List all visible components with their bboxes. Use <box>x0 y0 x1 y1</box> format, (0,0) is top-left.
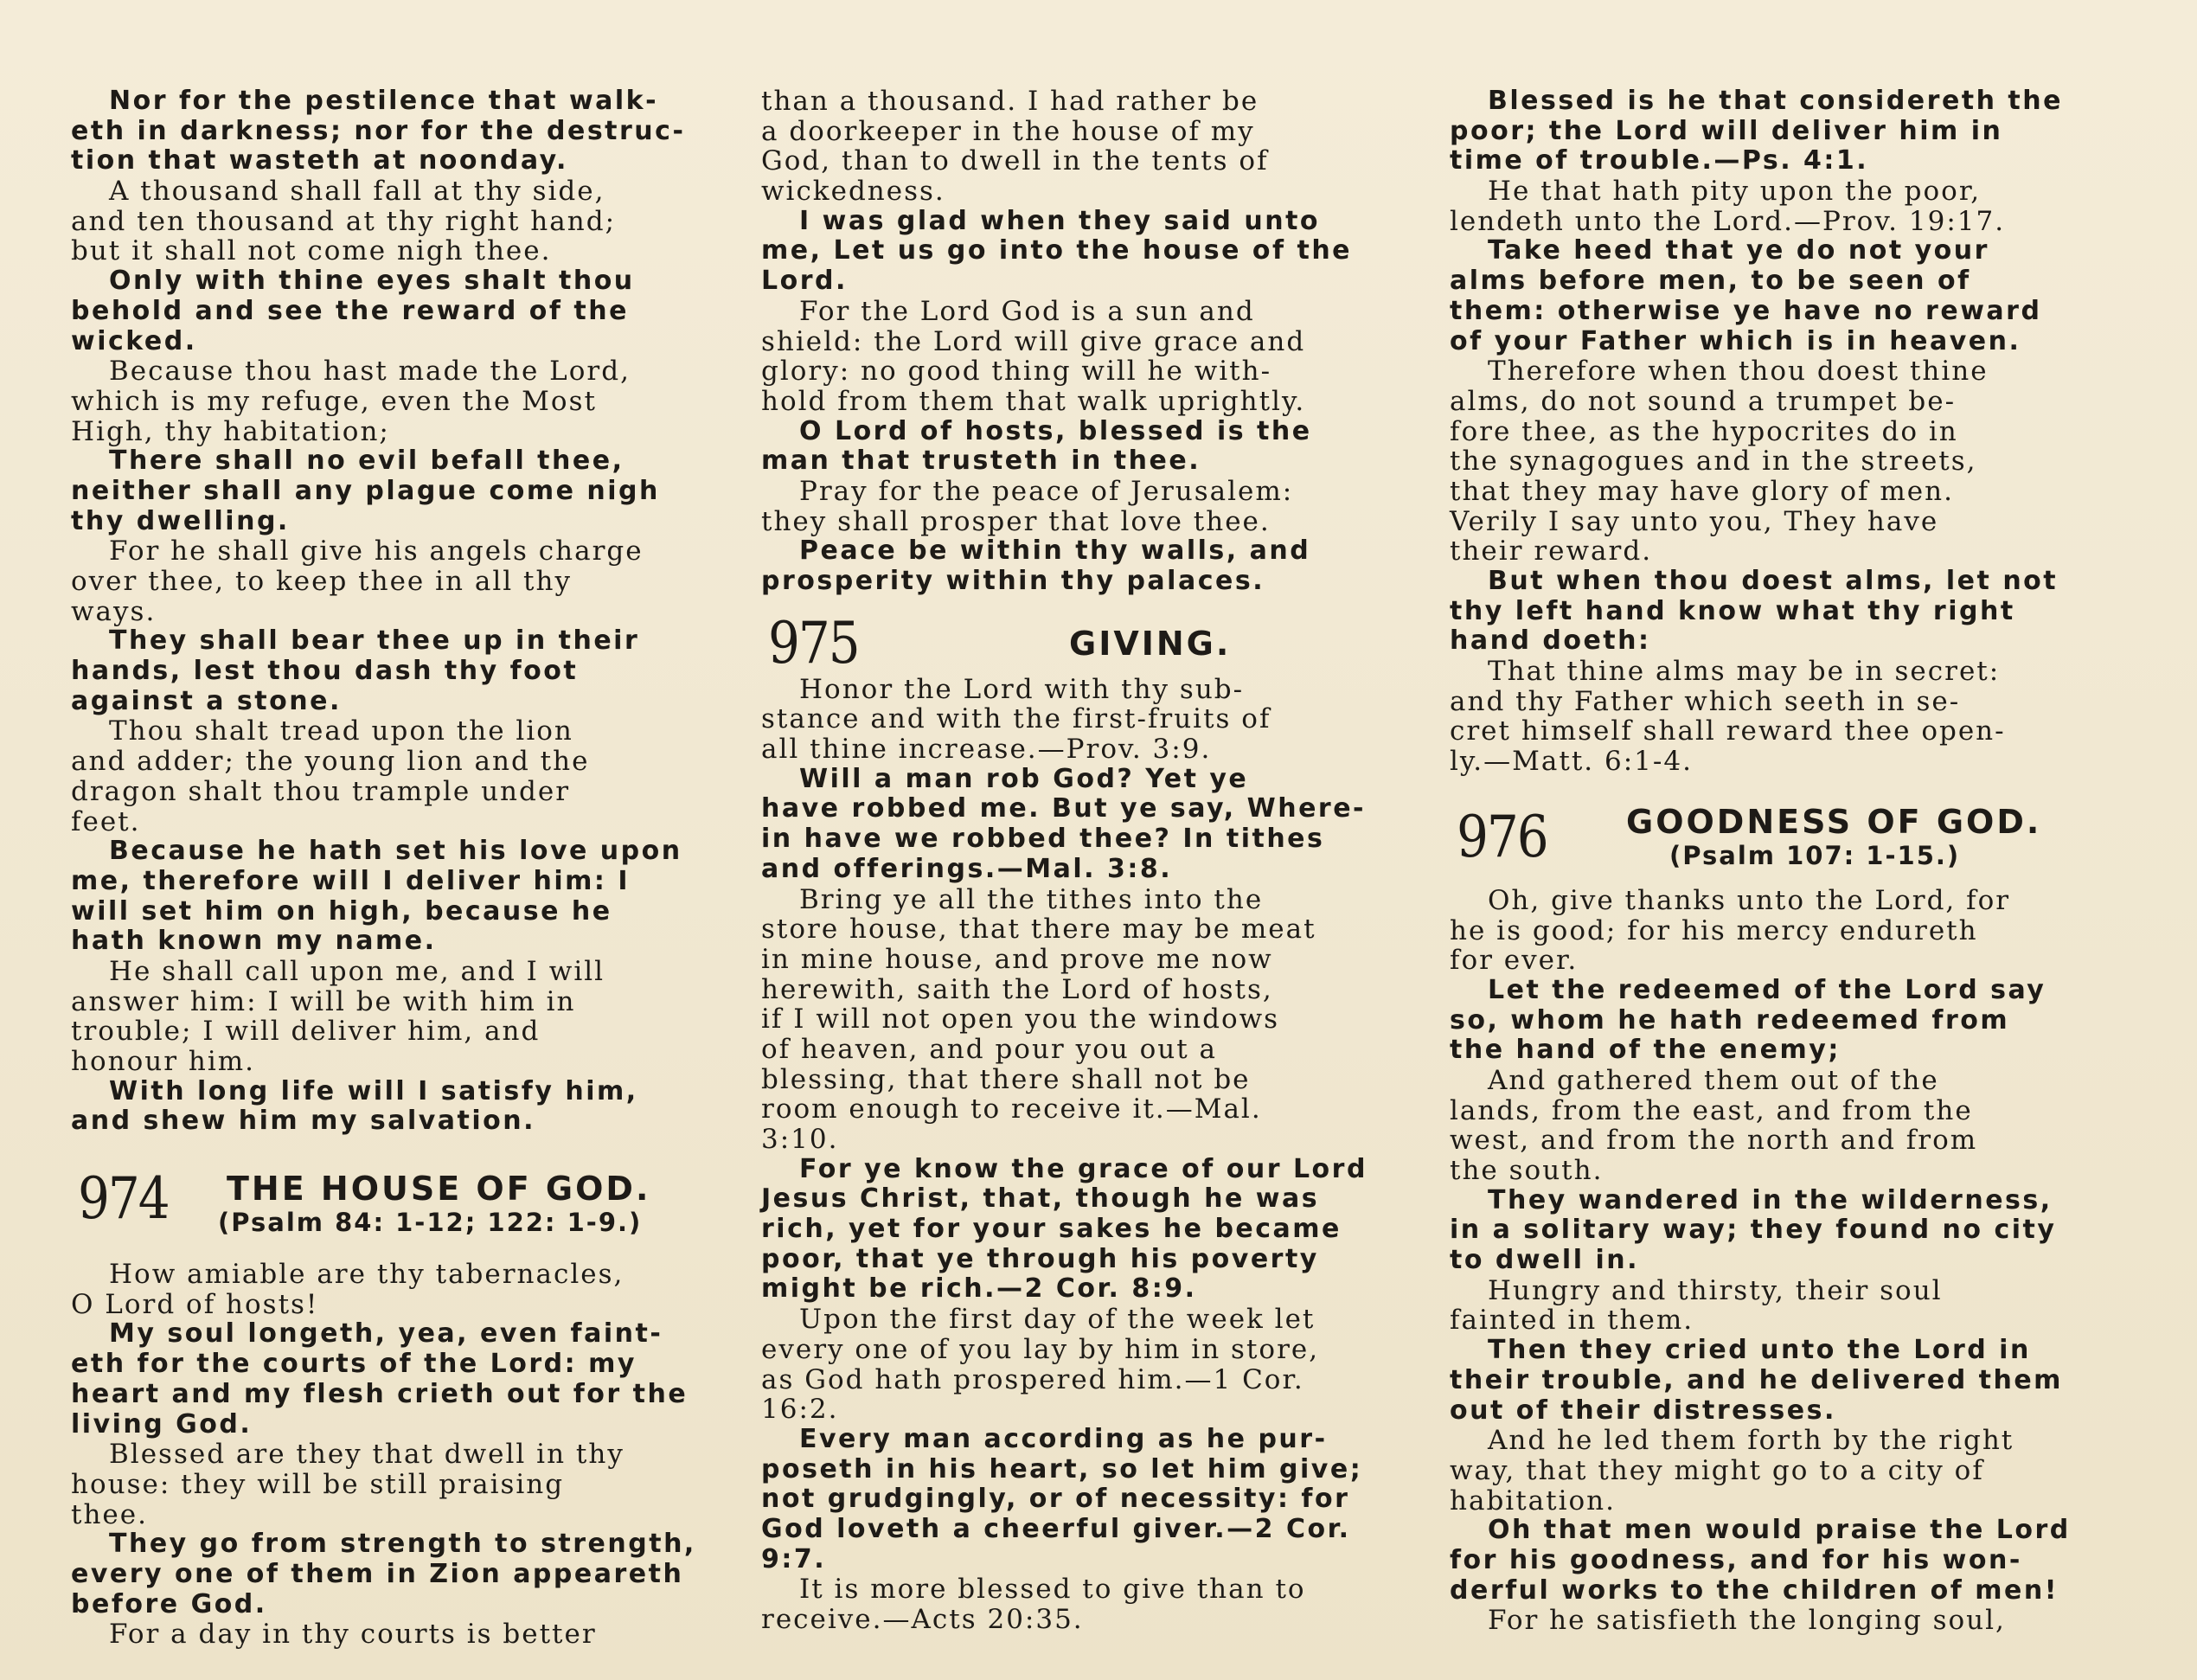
text-line: Bring ye all the tithes into the <box>799 883 1264 915</box>
verse <box>71 837 728 957</box>
text-line: before God. <box>71 1588 267 1619</box>
reading-heading-976 <box>1450 798 2107 882</box>
text-line: Only with thine eyes shalt thou <box>109 266 635 297</box>
text-line: Upon the first day of the week let <box>799 1304 1316 1336</box>
text-line: eth for the courts of the Lord: my <box>71 1349 637 1380</box>
text-line: in mine house, and prove me now <box>761 943 1273 975</box>
text-line: fainted in them. <box>1450 1305 1694 1337</box>
text-line: of your Father which is in heaven. <box>1450 325 2021 356</box>
text-line: man that trusteth in thee. <box>761 446 1201 477</box>
reading-heading-974 <box>71 1159 728 1254</box>
text-line: For he satisfieth the longing soul, <box>1488 1605 2006 1637</box>
text-column-3 <box>1450 87 2107 1636</box>
text-line: a doorkeeper in the house of my <box>761 115 1255 147</box>
text-line: me, Let us go into the house of the <box>761 235 1353 266</box>
text-line: of heaven, and pour you out a <box>761 1033 1218 1065</box>
text-line: alms before men, to be seen of <box>1450 266 1971 297</box>
text-line: Because thou hast made the Lord, <box>109 356 631 388</box>
verse <box>761 417 1419 477</box>
text-line: and ten thousand at thy right hand; <box>71 205 617 237</box>
text-line: which is my refuge, even the Most <box>71 385 597 417</box>
text-line: cret himself shall reward thee open- <box>1450 715 2006 747</box>
text-line: me, therefore will I deliver him: I <box>71 865 631 896</box>
text-line: 16:2. <box>761 1394 839 1426</box>
verse <box>71 1529 728 1619</box>
reading-title: GOODNESS OF GOD. <box>1626 802 2042 841</box>
text-line: their trouble, and he delivered them <box>1450 1364 2063 1395</box>
text-line: It is more blessed to give than to <box>799 1574 1306 1606</box>
text-line: way, that they might go to a city of <box>1450 1454 1984 1486</box>
text-line: Oh that men would praise the Lord <box>1488 1515 2071 1546</box>
text-line: store house, that there may be meat <box>761 914 1316 946</box>
text-line: that they may have glory of men. <box>1450 475 1954 507</box>
text-line: thee. <box>71 1498 148 1530</box>
text-line: as God hath prospered him.—1 Cor. <box>761 1363 1304 1395</box>
text-line: behold and see the reward of the <box>71 295 629 326</box>
text-line: wicked. <box>71 325 197 356</box>
verse <box>71 536 728 626</box>
text-line: With long life will I satisfy him, <box>109 1075 638 1106</box>
verse <box>71 176 728 266</box>
verse <box>1450 657 2107 777</box>
text-line: High, thy habitation; <box>71 415 390 447</box>
text-line: and adder; the young lion and the <box>71 746 590 778</box>
text-line: He shall call upon me, and I will <box>109 955 605 987</box>
text-line: not grudgingly, or of necessity: for <box>761 1484 1350 1515</box>
verse <box>71 266 728 356</box>
text-line: For a day in thy courts is better <box>109 1619 597 1651</box>
reading-number: 976 <box>1457 802 1547 871</box>
text-line: all thine increase.—Prov. 3:9. <box>761 734 1212 766</box>
verse <box>1450 1276 2107 1336</box>
text-line: he is good; for his mercy endureth <box>1450 914 1978 946</box>
text-line: Therefore when thou doest thine <box>1488 356 1989 388</box>
text-line: blessing, that there shall not be <box>761 1063 1251 1095</box>
text-line: time of trouble.—Ps. 4:1. <box>1450 145 1869 176</box>
verse <box>71 1077 728 1137</box>
text-line: Will a man rob God? Yet ye <box>799 763 1249 794</box>
text-line: rich, yet for your sakes he became <box>761 1214 1342 1245</box>
text-line: honour him. <box>71 1046 256 1077</box>
text-line: in a solitary way; they found no city <box>1450 1215 2057 1246</box>
text-line: Oh, give thanks unto the Lord, for <box>1488 884 2011 916</box>
text-line: they shall prosper that love thee. <box>761 505 1271 537</box>
text-line: the hand of the enemy; <box>1450 1035 1841 1066</box>
verse <box>761 885 1419 1155</box>
text-line: They shall bear thee up in their <box>109 625 640 657</box>
text-column-1 <box>71 87 728 1650</box>
text-line: and shew him my salvation. <box>71 1106 536 1137</box>
text-line: glory: no good thing will he with- <box>761 356 1272 388</box>
text-line: A thousand shall fall at thy side, <box>109 176 605 208</box>
text-line: He that hath pity upon the poor, <box>1488 176 1982 208</box>
text-line: God, than to dwell in the tents of <box>761 145 1269 177</box>
text-line: Honor the Lord with thy sub- <box>799 673 1245 705</box>
verse <box>71 356 728 446</box>
text-line: to dwell in. <box>1450 1245 1639 1276</box>
verse <box>761 297 1419 417</box>
text-line: Verily I say unto you, They have <box>1450 505 1939 537</box>
text-line: room enough to receive it.—Mal. <box>761 1093 1262 1125</box>
verse <box>761 1155 1419 1305</box>
text-line: Lord. <box>761 266 848 297</box>
text-line: 3:10. <box>761 1124 839 1155</box>
text-line: over thee, to keep thee in all thy <box>71 566 572 597</box>
text-line: heart and my flesh crieth out for the <box>71 1378 689 1409</box>
text-line: their reward. <box>1450 535 1653 567</box>
reading-heading-975 <box>761 604 1419 676</box>
verse <box>1450 176 2107 236</box>
text-line: 9:7. <box>761 1543 827 1574</box>
text-line: every one of them in Zion appeareth <box>71 1558 684 1589</box>
verse <box>1450 1066 2107 1186</box>
text-line: so, whom he hath redeemed from <box>1450 1004 2010 1036</box>
text-line: And gathered them out of the <box>1488 1064 1939 1096</box>
text-line: For ye know the grace of our Lord <box>799 1153 1368 1184</box>
text-line: For the Lord God is a sun and <box>799 295 1255 327</box>
text-line: Hungry and thirsty, their soul <box>1488 1274 1943 1306</box>
verse <box>1450 356 2107 567</box>
verse <box>761 1425 1419 1574</box>
text-line: wickedness. <box>761 176 945 208</box>
text-line: Let the redeemed of the Lord say <box>1488 974 2046 1005</box>
text-line: answer him: I will be with him in <box>71 985 576 1017</box>
text-line: Jesus Christ, that, though he was <box>761 1183 1320 1215</box>
text-line: hands, lest thou dash thy foot <box>71 656 579 687</box>
verse <box>1450 886 2107 976</box>
text-line: ways. <box>71 595 157 627</box>
text-line: hold from them that walk uprightly. <box>761 385 1306 417</box>
text-line: lendeth unto the Lord.—Prov. 19:17. <box>1450 205 2006 237</box>
text-line: Blessed are they that dwell in thy <box>109 1439 625 1471</box>
text-line: Because he hath set his love upon <box>109 836 682 867</box>
text-line: have robbed me. But ye say, Where- <box>761 793 1367 824</box>
text-line: There shall no evil befall thee, <box>109 446 625 477</box>
text-line: and thy Father which seeth in se- <box>1450 685 1961 717</box>
reading-number: 975 <box>768 608 859 676</box>
text-line: herewith, saith the Lord of hosts, <box>761 973 1273 1005</box>
text-line: My soul longeth, yea, even faint- <box>109 1318 663 1350</box>
text-line: if I will not open you the windows <box>761 1004 1280 1036</box>
text-line: I was glad when they said unto <box>799 205 1321 236</box>
text-line: house: they will be still praising <box>71 1468 565 1500</box>
reading-subtitle: (Psalm 107: 1-15.) <box>1669 840 1961 870</box>
text-line: Take heed that ye do not your <box>1488 235 1989 266</box>
verse <box>761 207 1419 297</box>
text-line: out of their distresses. <box>1450 1395 1836 1426</box>
text-line: prosperity within thy palaces. <box>761 566 1265 596</box>
text-line: poor; the Lord will deliver him in <box>1450 115 2003 146</box>
text-line: For he shall give his angels charge <box>109 535 644 567</box>
text-line: poseth in his heart, so let him give; <box>761 1453 1363 1484</box>
reading-subtitle: (Psalm 84: 1-12; 122: 1-9.) <box>218 1208 643 1238</box>
text-line: living God. <box>71 1408 253 1440</box>
text-line: and offerings.—Mal. 3:8. <box>761 853 1173 884</box>
text-line: in have we robbed thee? In tithes <box>761 824 1325 855</box>
verse <box>1450 1426 2107 1516</box>
text-line: west, and from the north and from <box>1450 1125 1978 1157</box>
text-line: They wandered in the wilderness, <box>1488 1184 2053 1215</box>
text-line: How amiable are thy tabernacles, <box>109 1259 625 1291</box>
text-line: shield: the Lord will give grace and <box>761 325 1306 357</box>
text-line: alms, do not sound a trumpet be- <box>1450 385 1957 417</box>
text-line: Pray for the peace of Jerusalem: <box>799 475 1294 507</box>
verse <box>71 1440 728 1529</box>
text-line: the synagogues and in the streets, <box>1450 446 1977 478</box>
verse <box>71 716 728 837</box>
verse <box>71 1319 728 1440</box>
verse <box>1450 567 2107 657</box>
text-line: fore thee, as the hypocrites do in <box>1450 415 1958 447</box>
text-line: the south. <box>1450 1155 1604 1186</box>
text-line: feet. <box>71 805 141 837</box>
text-column-2 <box>761 87 1419 1635</box>
text-line: lands, from the east, and from the <box>1450 1094 1973 1126</box>
text-line: Nor for the pestilence that walk- <box>109 86 659 116</box>
text-line: dragon shalt thou trample under <box>71 775 571 807</box>
text-line: Every man according as he pur- <box>799 1423 1328 1454</box>
verse <box>761 765 1419 885</box>
text-line: for ever. <box>1450 945 1579 977</box>
verse <box>71 1260 728 1319</box>
verse <box>71 87 728 176</box>
text-line: for his goodness, and for his won- <box>1450 1544 2022 1575</box>
text-line: than a thousand. I had rather be <box>761 86 1259 117</box>
verse <box>1450 1606 2107 1636</box>
text-line: but it shall not come nigh thee. <box>71 235 552 267</box>
verse <box>1450 236 2107 356</box>
verse <box>761 477 1419 536</box>
verse <box>761 87 1419 207</box>
verse <box>71 1619 728 1650</box>
text-line: O Lord of hosts! <box>71 1288 319 1320</box>
text-line: neither shall any plague come nigh <box>71 475 660 506</box>
text-line: But when thou doest alms, let not <box>1488 566 2059 596</box>
text-line: Thou shalt tread upon the lion <box>109 715 573 747</box>
text-line: might be rich.—2 Cor. 8:9. <box>761 1273 1197 1305</box>
verse <box>761 1574 1419 1634</box>
text-line: hath known my name. <box>71 926 437 957</box>
text-line: And he led them forth by the right <box>1488 1425 2014 1457</box>
verse <box>1450 976 2107 1066</box>
text-line: poor, that ye through his poverty <box>761 1243 1319 1274</box>
verse <box>761 675 1419 765</box>
reading-title: GIVING. <box>1069 624 1232 663</box>
verse <box>1450 1516 2107 1606</box>
text-line: derful works to the children of men! <box>1450 1574 2059 1606</box>
text-line: thy dwelling. <box>71 505 290 536</box>
text-line: hand doeth: <box>1450 625 1651 657</box>
text-line: habitation. <box>1450 1484 1617 1516</box>
text-line: against a stone. <box>71 685 342 716</box>
text-line: Blessed is he that considereth the <box>1488 86 2063 116</box>
verse <box>71 957 728 1077</box>
text-line: That thine alms may be in secret: <box>1488 656 2001 688</box>
text-line: every one of you lay by him in store, <box>761 1333 1320 1365</box>
text-line: trouble; I will deliver him, and <box>71 1016 541 1048</box>
text-line: O Lord of hosts, blessed is the <box>799 415 1312 446</box>
verse <box>71 626 728 716</box>
reading-title: THE HOUSE OF GOD. <box>227 1170 651 1209</box>
text-line: ly.—Matt. 6:1-4. <box>1450 746 1693 778</box>
verse <box>1450 1336 2107 1426</box>
reading-number: 974 <box>78 1164 169 1233</box>
text-line: them: otherwise ye have no reward <box>1450 295 2042 326</box>
verse <box>71 446 728 536</box>
text-line: God loveth a cheerful giver.—2 Cor. <box>761 1513 1351 1544</box>
text-line: thy left hand know what thy right <box>1450 595 2015 626</box>
verse <box>761 536 1419 596</box>
text-line: Peace be within thy walls, and <box>799 535 1311 567</box>
text-line: eth in darkness; nor for the destruc- <box>71 115 686 146</box>
text-line: They go from strength to strength, <box>109 1529 696 1560</box>
text-line: tion that wasteth at noonday. <box>71 145 568 176</box>
verse <box>1450 1186 2107 1276</box>
text-line: receive.—Acts 20:35. <box>761 1604 1084 1635</box>
verse <box>1450 87 2107 176</box>
text-line: stance and with the first-fruits of <box>761 703 1271 735</box>
text-line: Then they cried unto the Lord in <box>1488 1335 2031 1366</box>
verse <box>761 1305 1419 1425</box>
text-line: will set him on high, because he <box>71 895 612 927</box>
